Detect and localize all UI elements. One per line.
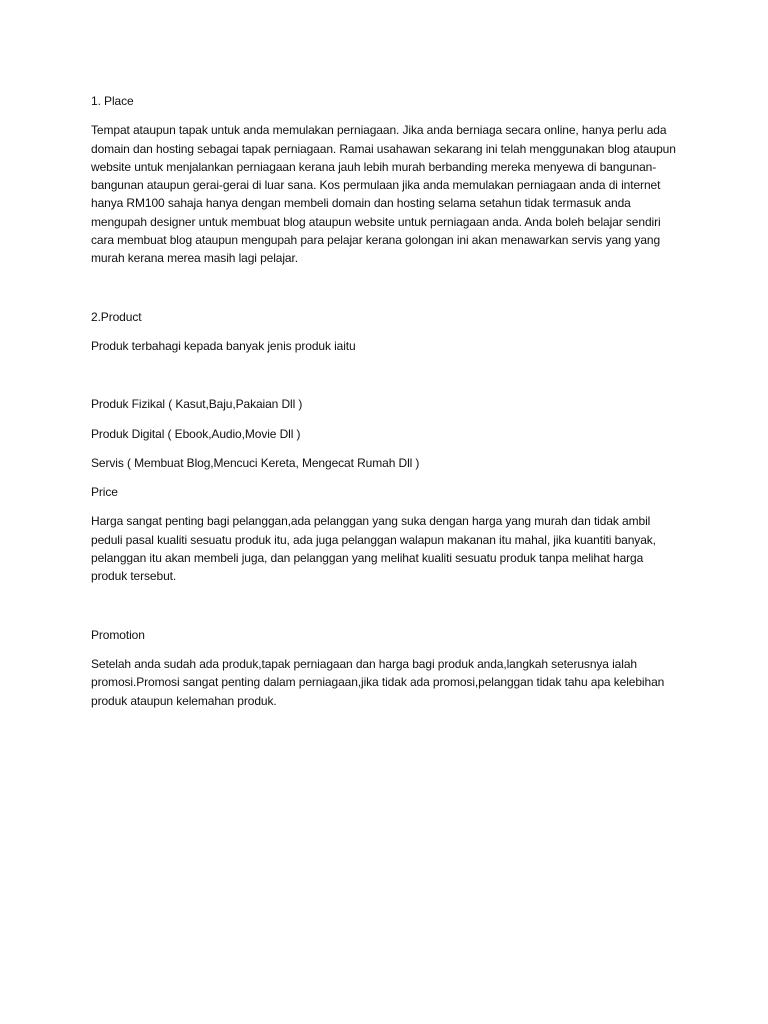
price-paragraph: Harga sangat penting bagi pelanggan,ada pelanggan yang suka dengan harga yang murah dan tidak ambil peduli pasal kualiti sesuatu produk itu, ada juga pelanggan walapun makanan itu mahal, jika kuantiti banyak, pelanggan itu akan membeli juga, dan pelanggan yang melihat kualiti sesuatu produk tanpa melihat harga produk tersebut.	[91, 514, 656, 584]
place-paragraph: Tempat ataupun tapak untuk anda memulakan perniagaan. Jika anda berniaga secara online, hanya perlu ada domain dan hosting sebagai tapak perniagaan. Ramai usahawan sekarang ini telah menggunakan blog ataupun website untuk menjalankan perniagaan kerana jauh lebih murah berbanding mereka menyewa di bangunan-bangunan ataupun gerai-gerai di luar sana. Kos permulaan jika anda memulakan perniagaan anda di internet hanya RM100 sahaja hanya dengan membeli domain dan hosting selama setahun tidak termasuk anda mengupah designer untuk membuat blog ataupun website untuk perniagaan anda. Anda boleh belajar sendiri cara membuat blog ataupun mengupah para pelajar kerana golongan ini akan menawarkan servis yang yang murah kerana merea masih lagi pelajar.	[91, 123, 676, 266]
product-item-service: Servis ( Membuat Blog,Mencuci Kereta, Mengecat Rumah Dll )	[91, 455, 420, 470]
price-heading: Price	[91, 485, 118, 500]
document-body	[91, 92, 677, 710]
place-heading: 1. Place	[91, 94, 134, 108]
product-item-digital: Produk Digital ( Ebook,Audio,Movie Dll )	[91, 426, 301, 441]
product-item-physical: Produk Fizikal ( Kasut,Baju,Pakaian Dll )	[91, 397, 303, 412]
promotion-heading: Promotion	[91, 627, 145, 642]
promotion-paragraph: Setelah anda sudah ada produk,tapak perniagaan dan harga bagi produk anda,langkah seterusnya ialah promosi.Promosi sangat penting dalam perniagaan,jika tidak ada promosi,pelanggan tidak tahu apa kelebihan produk ataupun kelemahan produk.	[91, 656, 665, 708]
product-heading: 2.Product	[91, 309, 142, 324]
product-intro: Produk terbahagi kepada banyak jenis produk iaitu	[91, 338, 356, 353]
